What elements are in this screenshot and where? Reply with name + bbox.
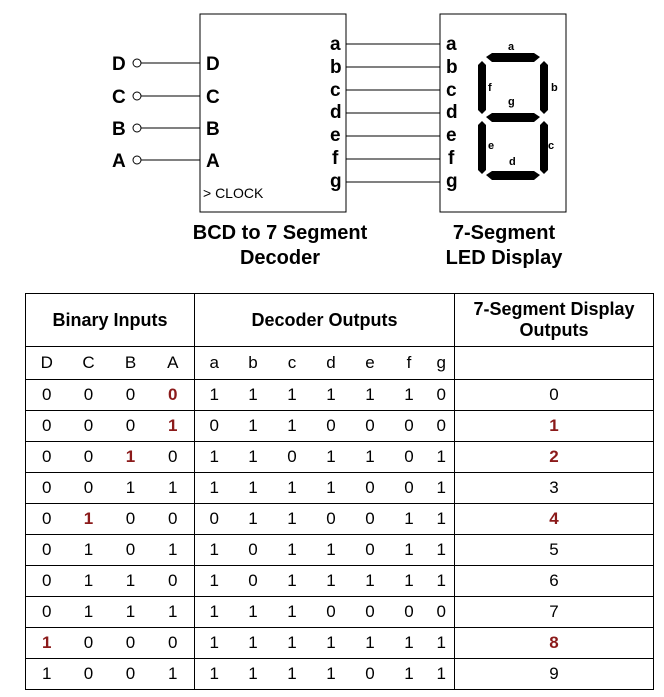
binary-cell: 1 [68,566,110,597]
binary-cell: 0 [68,659,110,690]
input-lines [112,54,200,172]
binary-cell: 1 [152,597,195,628]
decoder-cell: 0 [234,566,273,597]
table-row [26,535,654,566]
segment-label-a: a [508,41,515,53]
display-in-c: c [446,80,457,101]
decoder-diagram [0,0,664,290]
decoder-in-c: C [206,87,220,108]
table-row [26,442,654,473]
decoder-cell: 0 [351,659,390,690]
col-header-seg-g: g [429,347,455,380]
segment-label-g: g [508,96,515,108]
segment-f [478,61,486,114]
binary-cell: 0 [68,380,110,411]
decoder-cell: 1 [351,442,390,473]
binary-cell: 1 [26,628,68,659]
binary-cell: 0 [110,380,152,411]
decoder-cell: 0 [429,597,455,628]
binary-cell: 0 [152,504,195,535]
display-output-cell: 5 [455,535,654,566]
input-label-b: B [112,119,126,140]
decoder-cell: 0 [351,535,390,566]
decoder-outputs-header: Decoder Outputs [195,294,455,347]
decoder-cell: 1 [273,380,312,411]
decoder-cell: 1 [234,628,273,659]
decoder-cell: 1 [351,566,390,597]
decoder-out-b: b [330,57,342,78]
segment-label-d: d [509,156,516,168]
decoder-cell: 0 [429,411,455,442]
binary-cell: 0 [110,628,152,659]
decoder-cell: 1 [195,597,234,628]
table-row [26,504,654,535]
decoder-cell: 1 [312,473,351,504]
binary-cell: 0 [110,411,152,442]
segment-c [540,121,548,174]
decoder-cell: 1 [429,628,455,659]
col-header-seg-a: a [195,347,234,380]
display-in-f: f [448,148,455,169]
decoder-out-g: g [330,171,342,192]
table-row [26,473,654,504]
decoder-cell: 1 [195,566,234,597]
binary-cell: 0 [152,628,195,659]
segment-wires [346,44,440,182]
decoder-cell: 0 [312,411,351,442]
decoder-cell: 1 [312,628,351,659]
binary-cell: 0 [26,473,68,504]
decoder-cell: 0 [390,597,429,628]
decoder-cell: 1 [273,504,312,535]
decoder-cell: 0 [390,442,429,473]
decoder-cell: 0 [351,473,390,504]
decoder-cell: 1 [429,473,455,504]
decoder-out-e: e [330,125,341,146]
decoder-cell: 1 [273,535,312,566]
decoder-cell: 0 [234,535,273,566]
binary-cell: 1 [152,659,195,690]
decoder-cell: 1 [429,566,455,597]
display-in-d: d [446,102,458,123]
binary-cell: 0 [110,504,152,535]
binary-cell: 0 [68,442,110,473]
display-outputs-header [455,294,654,347]
decoder-out-f: f [332,148,339,169]
decoder-cell: 1 [351,380,390,411]
display-caption-line1: 7-Segment [452,222,556,244]
segment-label-b: b [551,82,558,94]
col-header-a: A [152,347,195,380]
table-row [26,380,654,411]
decoder-cell: 1 [273,597,312,628]
decoder-cell: 0 [429,380,455,411]
decoder-cell: 1 [195,628,234,659]
column-header-row [26,347,654,380]
binary-cell: 1 [152,473,195,504]
binary-cell: 1 [152,535,195,566]
col-header-seg-c: c [273,347,312,380]
decoder-cell: 1 [429,659,455,690]
decoder-out-c: c [330,80,341,101]
segment-label-c: c [548,140,555,152]
decoder-in-d: D [206,54,220,75]
display-output-cell: 8 [455,628,654,659]
decoder-out-a: a [330,34,341,55]
decoder-cell: 1 [273,566,312,597]
decoder-cell: 1 [195,535,234,566]
decoder-cell: 1 [273,473,312,504]
decoder-caption-line2: Decoder [239,247,321,269]
decoder-cell: 1 [429,442,455,473]
col-header-d: D [26,347,68,380]
decoder-cell: 1 [234,659,273,690]
segment-g [486,113,540,122]
decoder-cell: 1 [312,566,351,597]
table-row [26,411,654,442]
decoder-cell: 0 [390,411,429,442]
decoder-caption-line1: BCD to 7 Segment [192,222,368,244]
display-caption-line2: LED Display [445,247,563,269]
binary-cell: 0 [26,380,68,411]
decoder-cell: 1 [390,628,429,659]
display-in-b: b [446,57,458,78]
decoder-cell: 1 [390,566,429,597]
decoder-cell: 1 [390,659,429,690]
binary-cell: 0 [110,659,152,690]
segment-label-f: f [488,82,492,94]
binary-cell: 1 [110,473,152,504]
table-row [26,597,654,628]
segment-b [540,61,548,114]
display-output-cell: 2 [455,442,654,473]
decoder-cell: 1 [273,628,312,659]
col-header-seg-b: b [234,347,273,380]
input-label-c: C [112,87,126,108]
decoder-cell: 1 [312,380,351,411]
display-output-cell: 4 [455,504,654,535]
decoder-box [200,14,346,212]
decoder-cell: 1 [234,442,273,473]
binary-cell: 0 [26,504,68,535]
decoder-cell: 1 [234,411,273,442]
binary-cell: 0 [110,535,152,566]
table-row [26,566,654,597]
binary-cell: 0 [68,411,110,442]
binary-cell: 0 [152,442,195,473]
binary-cell: 0 [26,566,68,597]
display-in-g: g [446,171,458,192]
binary-cell: 0 [68,473,110,504]
binary-cell: 0 [68,628,110,659]
decoder-cell: 1 [351,628,390,659]
decoder-cell: 1 [234,597,273,628]
decoder-in-b: B [206,119,220,140]
col-header-b: B [110,347,152,380]
binary-cell: 0 [26,411,68,442]
decoder-cell: 1 [390,535,429,566]
decoder-cell: 1 [273,411,312,442]
display-output-cell: 9 [455,659,654,690]
binary-cell: 0 [26,442,68,473]
decoder-cell: 0 [351,411,390,442]
input-label-d: D [112,54,126,75]
table-row [26,628,654,659]
col-header-c: C [68,347,110,380]
segment-a [486,53,540,62]
table-row [26,659,654,690]
display-output-cell: 0 [455,380,654,411]
display-output-cell: 7 [455,597,654,628]
binary-cell: 1 [110,566,152,597]
decoder-cell: 1 [195,659,234,690]
binary-cell: 1 [110,597,152,628]
binary-inputs-header: Binary Inputs [26,294,195,347]
decoder-cell: 0 [312,504,351,535]
decoder-cell: 1 [195,380,234,411]
display-in-a: a [446,34,457,55]
segment-e [478,121,486,174]
truth-table [25,293,654,690]
decoder-cell: 0 [390,473,429,504]
binary-cell: 0 [26,597,68,628]
display-outputs-header-line2: Outputs [519,320,589,340]
display-outputs-header-line1: 7-Segment Display [473,299,635,319]
decoder-cell: 0 [195,411,234,442]
decoder-out-d: d [330,102,342,123]
binary-cell: 1 [68,504,110,535]
decoder-cell: 0 [351,597,390,628]
decoder-cell: 1 [429,504,455,535]
decoder-cell: 0 [312,597,351,628]
segment-label-e: e [488,140,495,152]
decoder-cell: 0 [195,504,234,535]
col-header-seg-f: f [390,347,429,380]
binary-cell: 0 [152,566,195,597]
display-in-e: e [446,125,457,146]
decoder-cell: 1 [390,504,429,535]
decoder-cell: 1 [429,535,455,566]
col-header-seg-e: e [351,347,390,380]
decoder-in-a: A [206,151,220,172]
group-header-row [26,294,654,347]
decoder-cell: 1 [234,504,273,535]
decoder-cell: 1 [195,473,234,504]
binary-cell: 1 [152,411,195,442]
binary-cell: 0 [26,535,68,566]
segment-d [486,171,540,180]
decoder-cell: 1 [312,442,351,473]
binary-cell: 1 [68,597,110,628]
decoder-cell: 1 [195,442,234,473]
binary-cell: 1 [68,535,110,566]
decoder-cell: 1 [312,535,351,566]
col-header-display [455,347,654,380]
binary-cell: 0 [152,380,195,411]
decoder-cell: 1 [273,659,312,690]
input-label-a: A [112,151,126,172]
decoder-cell: 1 [312,659,351,690]
display-output-cell: 1 [455,411,654,442]
binary-cell: 1 [26,659,68,690]
decoder-cell: 0 [351,504,390,535]
decoder-cell: 1 [234,473,273,504]
col-header-seg-d: d [312,347,351,380]
decoder-cell: 0 [273,442,312,473]
clock-label: > CLOCK [203,185,264,201]
decoder-cell: 1 [234,380,273,411]
binary-cell: 1 [110,442,152,473]
display-output-cell: 3 [455,473,654,504]
display-output-cell: 6 [455,566,654,597]
decoder-cell: 1 [390,380,429,411]
